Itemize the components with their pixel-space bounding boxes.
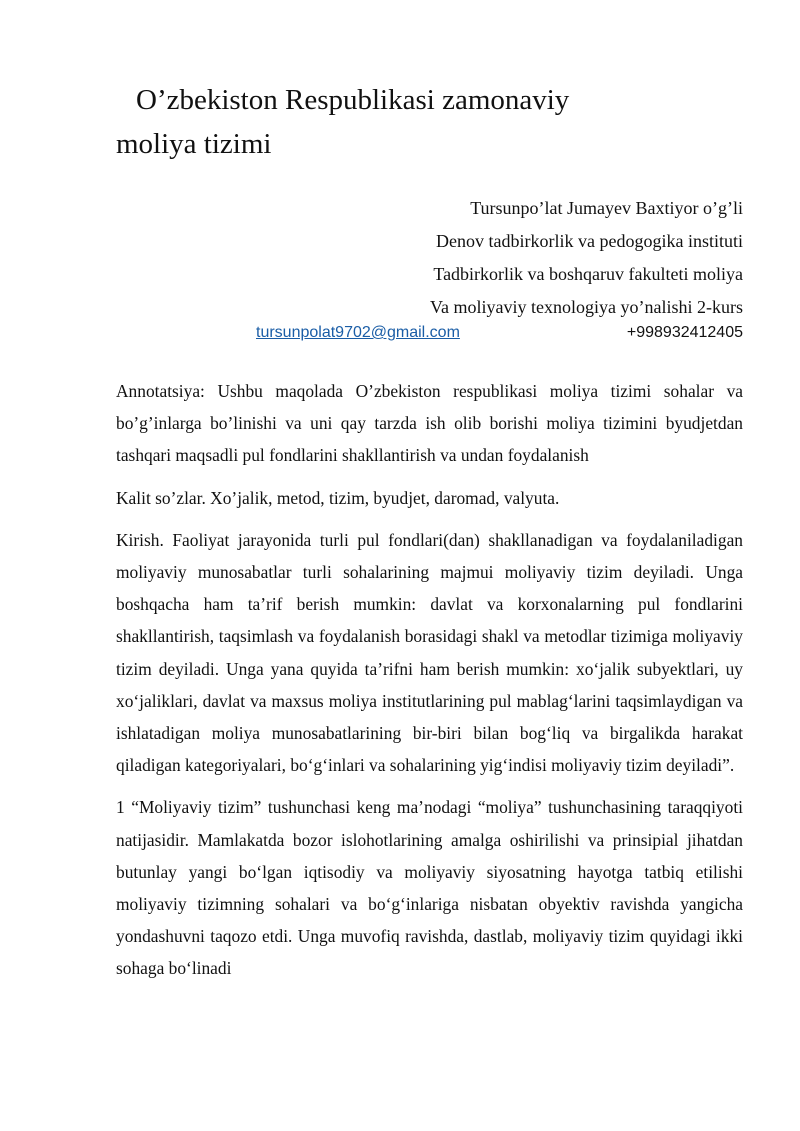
author-program: Va moliyaviy texnologiya yo’nalishi 2-kurs <box>430 297 743 317</box>
title-line-1: O’zbekiston Respublikasi zamonaviy <box>136 84 570 116</box>
author-faculty: Tadbirkorlik va boshqaruv fakulteti moliya <box>433 264 743 284</box>
document-title <box>116 78 676 166</box>
body-paragraph: 1 “Moliyaviy tizim” tushunchasi keng ma’nodagi “moliya” tushunchasining taraqqiyoti natijasidir. Mamlakatda bozor islohotlarining amalga oshirilishi va prinsipial jihatdan butunlay yangi bo‘lgan iqtisodiy va moliyaviy siyosatning hayotga tatbiq etilishi moliyaviy tizimning sohalari va bo‘g‘inlariga nisbatan obyektiv ravishda yangicha yondashuvni taqozo etdi. Unga muvofiq ravishda, dastlab, moliyaviy tizim quyidagi ikki sohaga bo‘linadi <box>116 797 743 979</box>
title-line-2: moliya tizimi <box>116 128 272 160</box>
contact-line <box>116 320 743 348</box>
author-email-link[interactable]: tursunpolat9702@gmail.com <box>256 324 460 341</box>
author-block <box>430 192 743 324</box>
author-name: Tursunpo’lat Jumayev Baxtiyor o’g’li <box>470 198 743 218</box>
introduction-paragraph: Kirish. Faoliyat jarayonida turli pul fondlari(dan) shakllanadigan va foydalaniladigan moliyaviy munosabatlar turli sohalarining majmui moliyaviy tizim deyiladi. Unga boshqacha ham ta’rif berish mumkin: davlat va korxonalarning pul fondlarini shakllantirish, taqsimlash va foydalanish borasidagi shakl va metodlar tizimiga moliyaviy tizim deyiladi. Unga yana quyida ta’rifni ham berish mumkin: xo‘jalik subyektlari, uy xo‘jaliklari, davlat va maxsus moliya institutlarining pul mablag‘larini taqsimlaydigan va ishlatadigan moliya munosabatlarining bir-biri bilan bog‘liq va birgalikda harakat qiladigan kategoriyalari, bo‘g‘inlari va sohalarining yig‘indisi moliyaviy tizim deyiladi”. <box>116 529 743 776</box>
keywords-paragraph: Kalit so’zlar. Xo’jalik, metod, tizim, byudjet, daromad, valyuta. <box>116 487 560 508</box>
author-phone: +998932412405 <box>626 324 743 341</box>
document-body <box>116 375 743 995</box>
abstract-paragraph: Annotatsiya: Ushbu maqolada O’zbekiston respublikasi moliya tizimi sohalar va bo’g’inlarga bo’linishi va uni qay tarzda ish olib borishi moliya tizimini byudjetdan tashqari maqsadli pul fondlarini shakllantirish va undan foydalanish <box>116 381 743 466</box>
author-institute: Denov tadbirkorlik va pedogogika instituti <box>436 231 743 251</box>
